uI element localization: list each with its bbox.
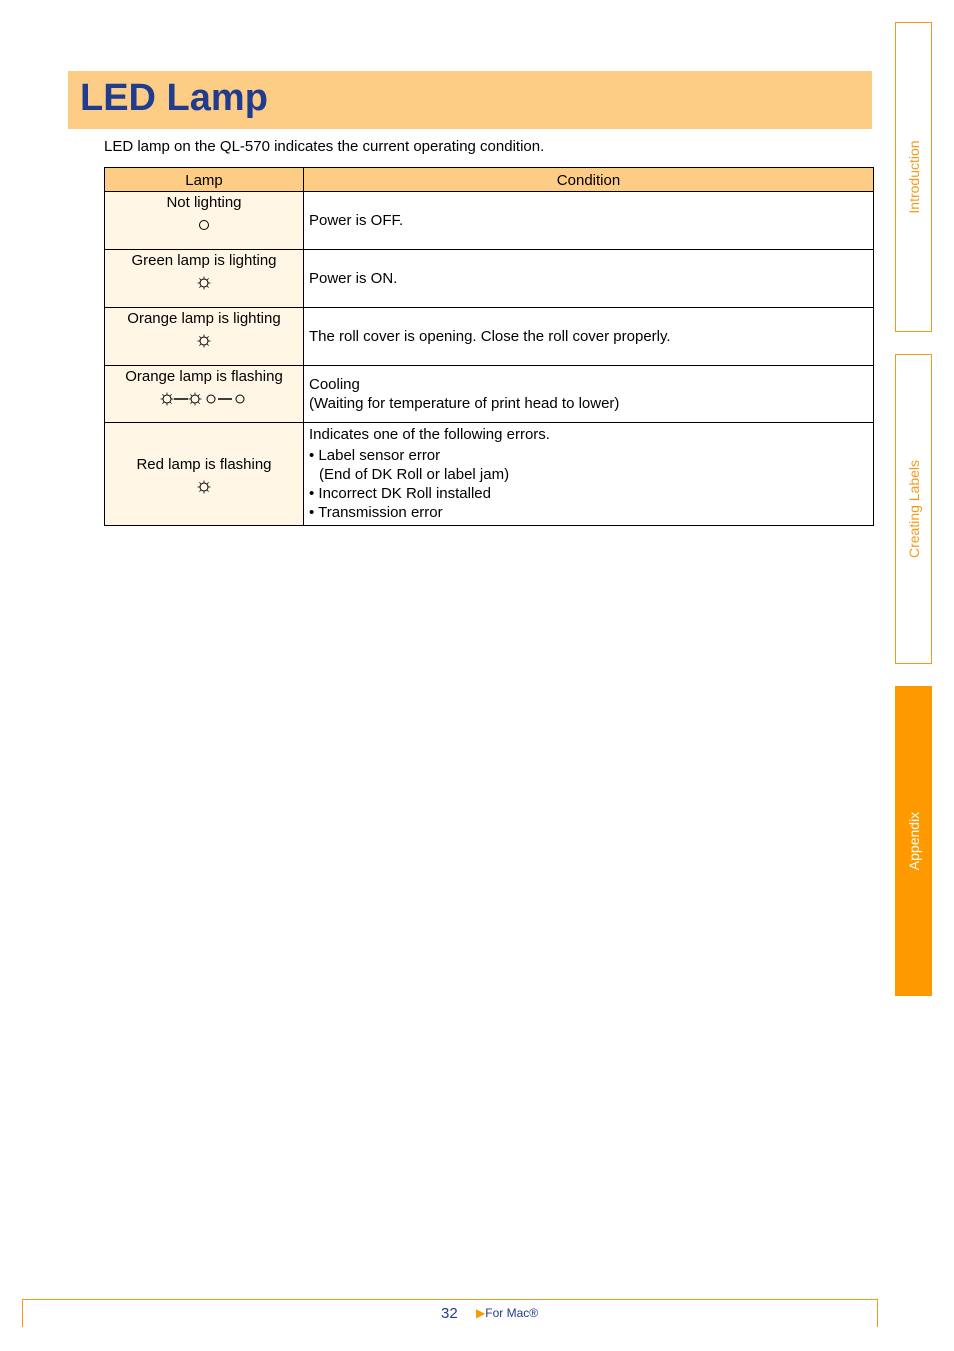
- lamp-label: Orange lamp is lighting: [127, 310, 281, 327]
- header-condition: Condition: [304, 168, 874, 192]
- lamp-label: Not lighting: [166, 194, 242, 211]
- lamp-label: Green lamp is lighting: [131, 252, 277, 269]
- lamp-cell: [105, 366, 304, 423]
- tab-label: Appendix: [905, 811, 922, 871]
- table-row: [105, 366, 874, 423]
- table-header-row: [105, 168, 874, 192]
- condition-line: (Waiting for temperature of print head to lower): [309, 395, 620, 412]
- table-row: [105, 192, 874, 250]
- for-mac-label: For Mac®: [485, 1306, 539, 1320]
- condition-cell: The roll cover is opening. Close the roll cover properly.: [304, 308, 874, 366]
- bullet-item: • Incorrect DK Roll installed: [309, 485, 491, 502]
- for-mac-link[interactable]: [476, 1306, 538, 1320]
- lamp-off-icon: [105, 217, 303, 233]
- bullet-item: • Label sensor error: [309, 447, 441, 464]
- table-row: [105, 308, 874, 366]
- lamp-on-icon: [105, 275, 303, 291]
- play-arrow-icon: ▶: [476, 1306, 486, 1320]
- tab-label: Introduction: [905, 140, 922, 214]
- page-title: LED Lamp: [80, 77, 268, 119]
- bullet-item: • Transmission error: [309, 504, 443, 521]
- lamp-cell: [105, 308, 304, 366]
- intro-text: LED lamp on the QL-570 indicates the current operating condition.: [104, 138, 545, 155]
- lamp-cell: [105, 423, 304, 526]
- table-row: [105, 423, 874, 526]
- condition-intro: Indicates one of the following errors.: [309, 426, 550, 443]
- table-row: [105, 250, 874, 308]
- tab-introduction[interactable]: [895, 22, 932, 332]
- tab-label: Creating Labels: [905, 459, 922, 559]
- condition-cell: [304, 366, 874, 423]
- bullet-subtext: (End of DK Roll or label jam): [319, 466, 510, 483]
- led-table: [104, 167, 874, 526]
- lamp-label: Orange lamp is flashing: [125, 368, 283, 385]
- lamp-on-icon: [105, 479, 303, 495]
- condition-cell: [304, 423, 874, 526]
- page-number: 32: [441, 1305, 458, 1322]
- condition-cell: Power is ON.: [304, 250, 874, 308]
- condition-line: Cooling: [309, 376, 360, 393]
- header-lamp: Lamp: [105, 168, 304, 192]
- tab-appendix[interactable]: [895, 686, 932, 996]
- lamp-flashing-icon: [105, 391, 303, 407]
- condition-cell: Power is OFF.: [304, 192, 874, 250]
- title-bar: [68, 71, 872, 129]
- lamp-label: Red lamp is flashing: [136, 455, 272, 473]
- lamp-cell: [105, 250, 304, 308]
- lamp-on-icon: [105, 333, 303, 349]
- lamp-cell: [105, 192, 304, 250]
- tab-creating-labels[interactable]: [895, 354, 932, 664]
